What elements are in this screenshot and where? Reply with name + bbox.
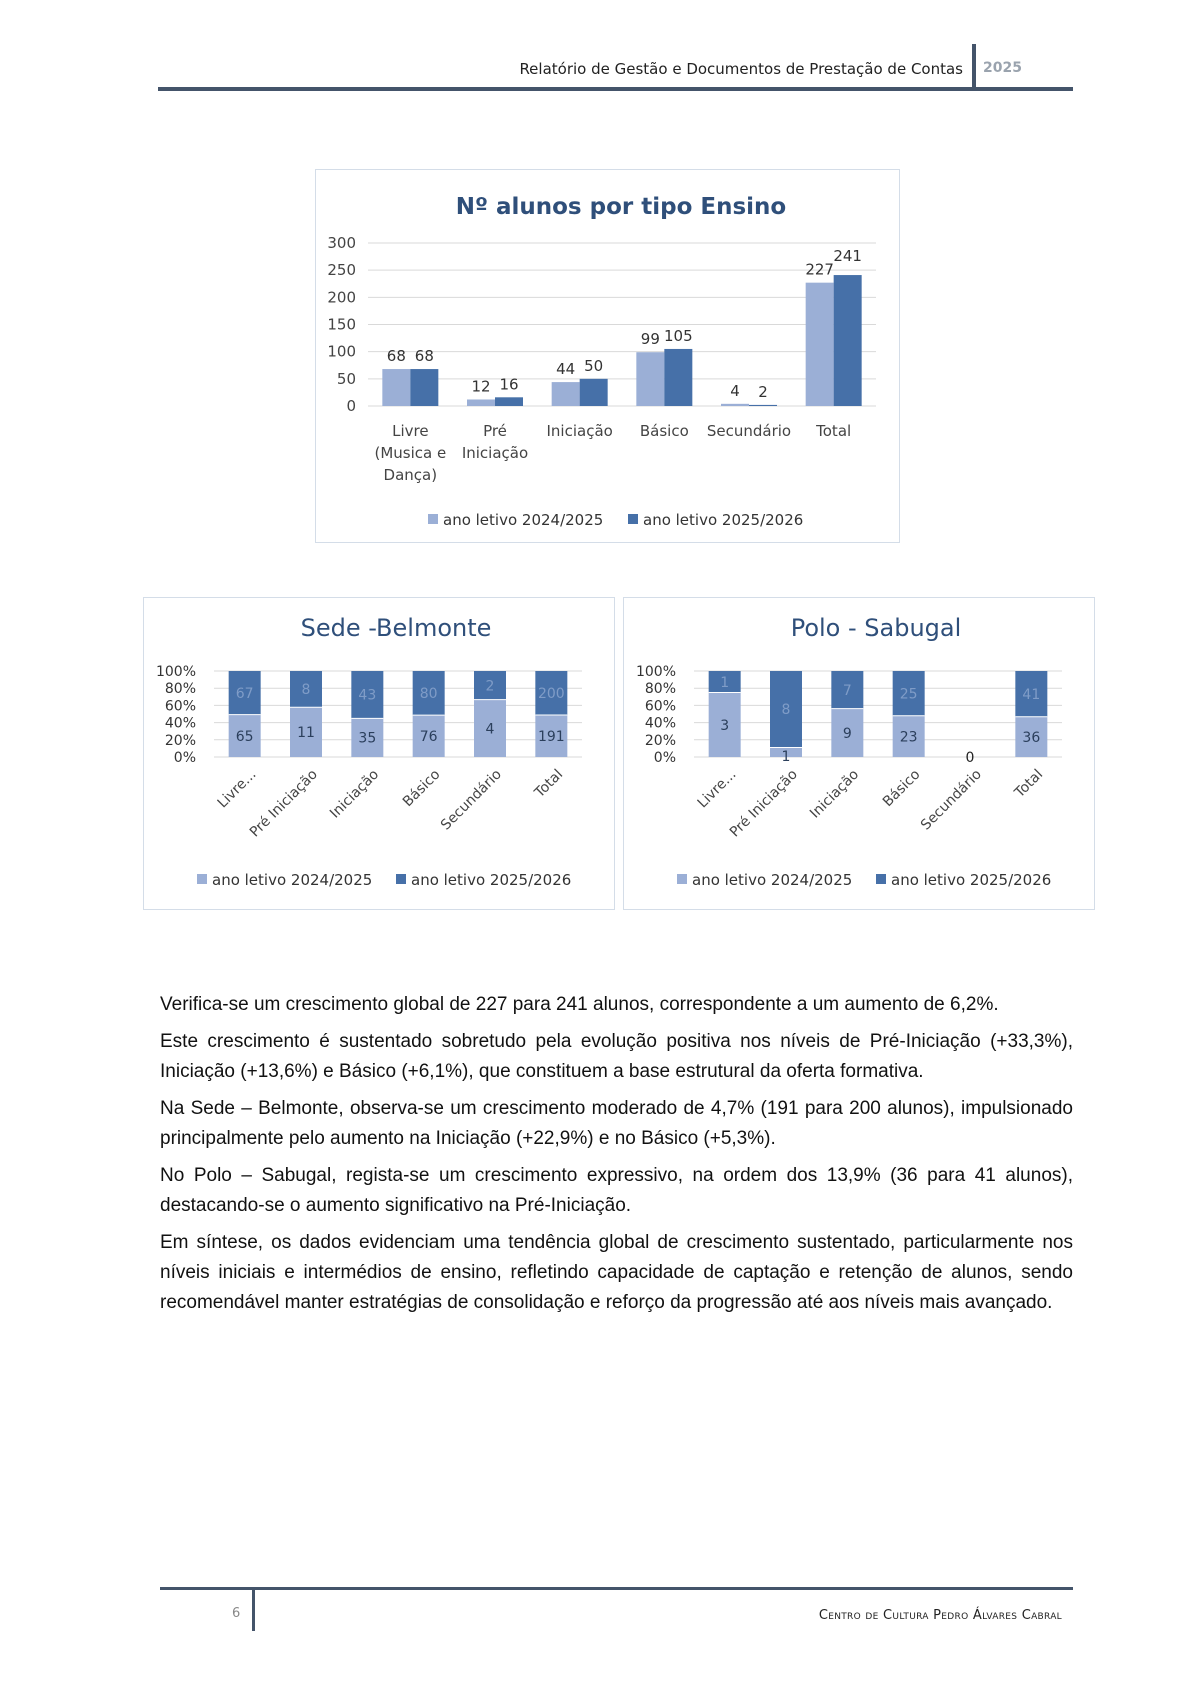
y-tick-label: 250 bbox=[327, 261, 356, 280]
data-label: 7 bbox=[842, 682, 852, 699]
paragraph-4: No Polo – Sabugal, regista-se um crescimento expressivo, na ordem dos 13,9% (36 para 41 alunos), destacando-se o aumento significativo na Pré-Iniciação. bbox=[160, 1165, 1073, 1216]
data-label: 227 bbox=[805, 260, 834, 279]
x-tick-label: Livre bbox=[392, 422, 429, 440]
data-label: 68 bbox=[386, 347, 406, 366]
x-tick-label: Iniciação bbox=[327, 766, 383, 822]
data-label: 0 bbox=[965, 750, 975, 766]
legend-swatch bbox=[628, 514, 638, 524]
data-label: 25 bbox=[899, 686, 918, 703]
legend-label: ano letivo 2024/2025 bbox=[692, 871, 853, 889]
x-tick-label: Total bbox=[531, 766, 567, 801]
data-label: 41 bbox=[1022, 686, 1041, 703]
x-tick-label: Secundário bbox=[437, 766, 505, 834]
chart-alunos-tipo-ensino bbox=[315, 169, 900, 543]
bar-2025-2026 bbox=[495, 397, 523, 406]
legend-label: ano letivo 2025/2026 bbox=[891, 871, 1052, 889]
y-tick-label: 100 bbox=[327, 342, 356, 361]
y-tick-label: 200 bbox=[327, 288, 356, 307]
y-tick-label: 80% bbox=[644, 681, 676, 698]
x-tick-label: Básico bbox=[399, 766, 444, 811]
x-tick-label: Pré Iniciação bbox=[246, 766, 321, 841]
bar-2025-2026 bbox=[749, 405, 777, 406]
data-label: 80 bbox=[419, 686, 438, 703]
header-title: Relatório de Gestão e Documentos de Prestação de Contas bbox=[519, 60, 963, 78]
data-label: 8 bbox=[781, 702, 791, 719]
bar-2024-2025 bbox=[636, 352, 664, 406]
bar-2024-2025 bbox=[382, 369, 410, 406]
data-label: 65 bbox=[235, 728, 254, 745]
data-label: 191 bbox=[537, 728, 565, 745]
data-label: 2 bbox=[758, 382, 768, 401]
x-tick-label: Livre... bbox=[214, 766, 260, 812]
paragraph-1: Verifica-se um crescimento global de 227 para 241 alunos, correspondente a um aumento de 6,2%. bbox=[160, 994, 999, 1015]
legend-swatch bbox=[428, 514, 438, 524]
y-tick-label: 40% bbox=[164, 715, 196, 732]
data-label: 43 bbox=[358, 687, 377, 704]
chart-sede-belmonte-svg bbox=[144, 598, 614, 909]
x-tick-label: Iniciação bbox=[546, 422, 613, 440]
data-label: 8 bbox=[301, 682, 311, 699]
data-label: 16 bbox=[499, 375, 519, 394]
chart-polo-sabugal bbox=[623, 597, 1095, 910]
paragraph-5: Em síntese, os dados evidenciam uma tendência global de crescimento sustentado, particularmente nos níveis iniciais e intermédios de ensino, refletindo capacidade de captação e retenção de alunos, sendo recomendável manter estratégias de consolidação e reforço da progressão até aos níveis mais avançado. bbox=[160, 1232, 1073, 1313]
y-tick-label: 20% bbox=[164, 732, 196, 749]
paragraph-2: Este crescimento é sustentado sobretudo pela evolução positiva nos níveis de Pré-Iniciação (+33,3%), Iniciação (+13,6%) e Básico (+6,1%), que constituem a base estrutural da oferta formativa. bbox=[160, 1031, 1073, 1082]
y-tick-label: 60% bbox=[164, 698, 196, 715]
data-label: 12 bbox=[471, 377, 491, 396]
y-tick-label: 50 bbox=[336, 369, 356, 388]
data-label: 44 bbox=[556, 360, 576, 379]
x-tick-label: Pré bbox=[483, 422, 507, 440]
bar-2024-2025 bbox=[467, 399, 495, 406]
x-tick-label: Total bbox=[1011, 766, 1047, 801]
data-label: 1 bbox=[781, 749, 791, 765]
x-tick-label: Básico bbox=[879, 766, 924, 811]
data-label: 99 bbox=[640, 330, 660, 349]
legend-label: ano letivo 2025/2026 bbox=[411, 871, 572, 889]
bar-2025-2026 bbox=[664, 349, 692, 406]
bar-2024-2025 bbox=[806, 283, 834, 406]
data-label: 241 bbox=[833, 247, 862, 266]
footer-organization: Centro de Cultura Pedro Álvares Cabral bbox=[818, 1608, 1062, 1623]
data-label: 50 bbox=[584, 356, 604, 375]
x-tick-label: Iniciação bbox=[807, 766, 863, 822]
data-label: 35 bbox=[358, 730, 377, 747]
x-tick-label: Total bbox=[816, 422, 852, 440]
y-tick-label: 0% bbox=[173, 750, 196, 766]
y-tick-label: 20% bbox=[644, 732, 676, 749]
y-tick-label: 80% bbox=[164, 681, 196, 698]
y-tick-label: 100% bbox=[635, 664, 676, 680]
data-label: 4 bbox=[730, 381, 740, 400]
bar-2025-2026 bbox=[834, 275, 862, 406]
y-tick-label: 0% bbox=[653, 750, 676, 766]
legend-swatch bbox=[197, 874, 207, 884]
data-label: 3 bbox=[720, 717, 730, 734]
data-label: 200 bbox=[537, 685, 565, 702]
legend-label: ano letivo 2024/2025 bbox=[443, 511, 604, 529]
chart-alunos-tipo-ensino-svg bbox=[316, 170, 899, 542]
data-label: 76 bbox=[419, 729, 438, 746]
x-tick-label: (Musica e bbox=[374, 444, 447, 462]
legend-swatch bbox=[396, 874, 406, 884]
legend-swatch bbox=[677, 874, 687, 884]
x-tick-label: Livre... bbox=[694, 766, 740, 812]
legend-label: ano letivo 2025/2026 bbox=[643, 511, 804, 529]
page-number: 6 bbox=[232, 1606, 241, 1621]
header-year: 2025 bbox=[983, 60, 1022, 76]
chart-title: Polo - Sabugal bbox=[790, 614, 962, 642]
bar-2024-2025 bbox=[721, 404, 749, 406]
footer-rule bbox=[160, 1587, 1073, 1590]
data-label: 9 bbox=[842, 725, 852, 742]
x-tick-label: Secundário bbox=[917, 766, 985, 834]
legend-label: ano letivo 2024/2025 bbox=[212, 871, 373, 889]
data-label: 105 bbox=[664, 326, 693, 345]
x-tick-label: Dança) bbox=[383, 466, 438, 484]
chart-title: Sede -Belmonte bbox=[300, 614, 492, 642]
y-tick-label: 300 bbox=[327, 234, 356, 252]
data-label: 68 bbox=[414, 347, 434, 366]
header-divider bbox=[972, 44, 976, 89]
body-text bbox=[160, 990, 1073, 1325]
x-tick-label: Pré Iniciação bbox=[726, 766, 801, 841]
x-tick-label: Iniciação bbox=[461, 444, 529, 462]
bar-2024-2025 bbox=[552, 382, 580, 406]
data-label: 67 bbox=[235, 685, 254, 702]
paragraph-3: Na Sede – Belmonte, observa-se um crescimento moderado de 4,7% (191 para 200 alunos), impulsionado principalmente pelo aumento na Iniciação (+22,9%) e no Básico (+5,3%). bbox=[160, 1098, 1073, 1149]
data-label: 1 bbox=[720, 674, 730, 691]
x-tick-label: Básico bbox=[639, 422, 689, 440]
chart-title: Nº alunos por tipo Ensino bbox=[455, 194, 787, 220]
data-label: 2 bbox=[485, 678, 495, 695]
bar-2025-2026 bbox=[580, 379, 608, 406]
data-label: 36 bbox=[1022, 729, 1041, 746]
y-tick-label: 40% bbox=[644, 715, 676, 732]
chart-polo-sabugal-svg bbox=[624, 598, 1094, 909]
x-tick-label: Secundário bbox=[706, 422, 792, 440]
y-tick-label: 60% bbox=[644, 698, 676, 715]
y-tick-label: 100% bbox=[155, 664, 196, 680]
footer-divider bbox=[252, 1589, 255, 1631]
chart-sede-belmonte bbox=[143, 597, 615, 910]
bar-2025-2026 bbox=[410, 369, 438, 406]
data-label: 11 bbox=[297, 725, 315, 742]
y-tick-label: 0 bbox=[346, 397, 356, 415]
legend-swatch bbox=[876, 874, 886, 884]
header-rule bbox=[158, 87, 1073, 91]
data-label: 23 bbox=[899, 729, 918, 746]
data-label: 4 bbox=[485, 721, 495, 738]
y-tick-label: 150 bbox=[327, 315, 356, 334]
